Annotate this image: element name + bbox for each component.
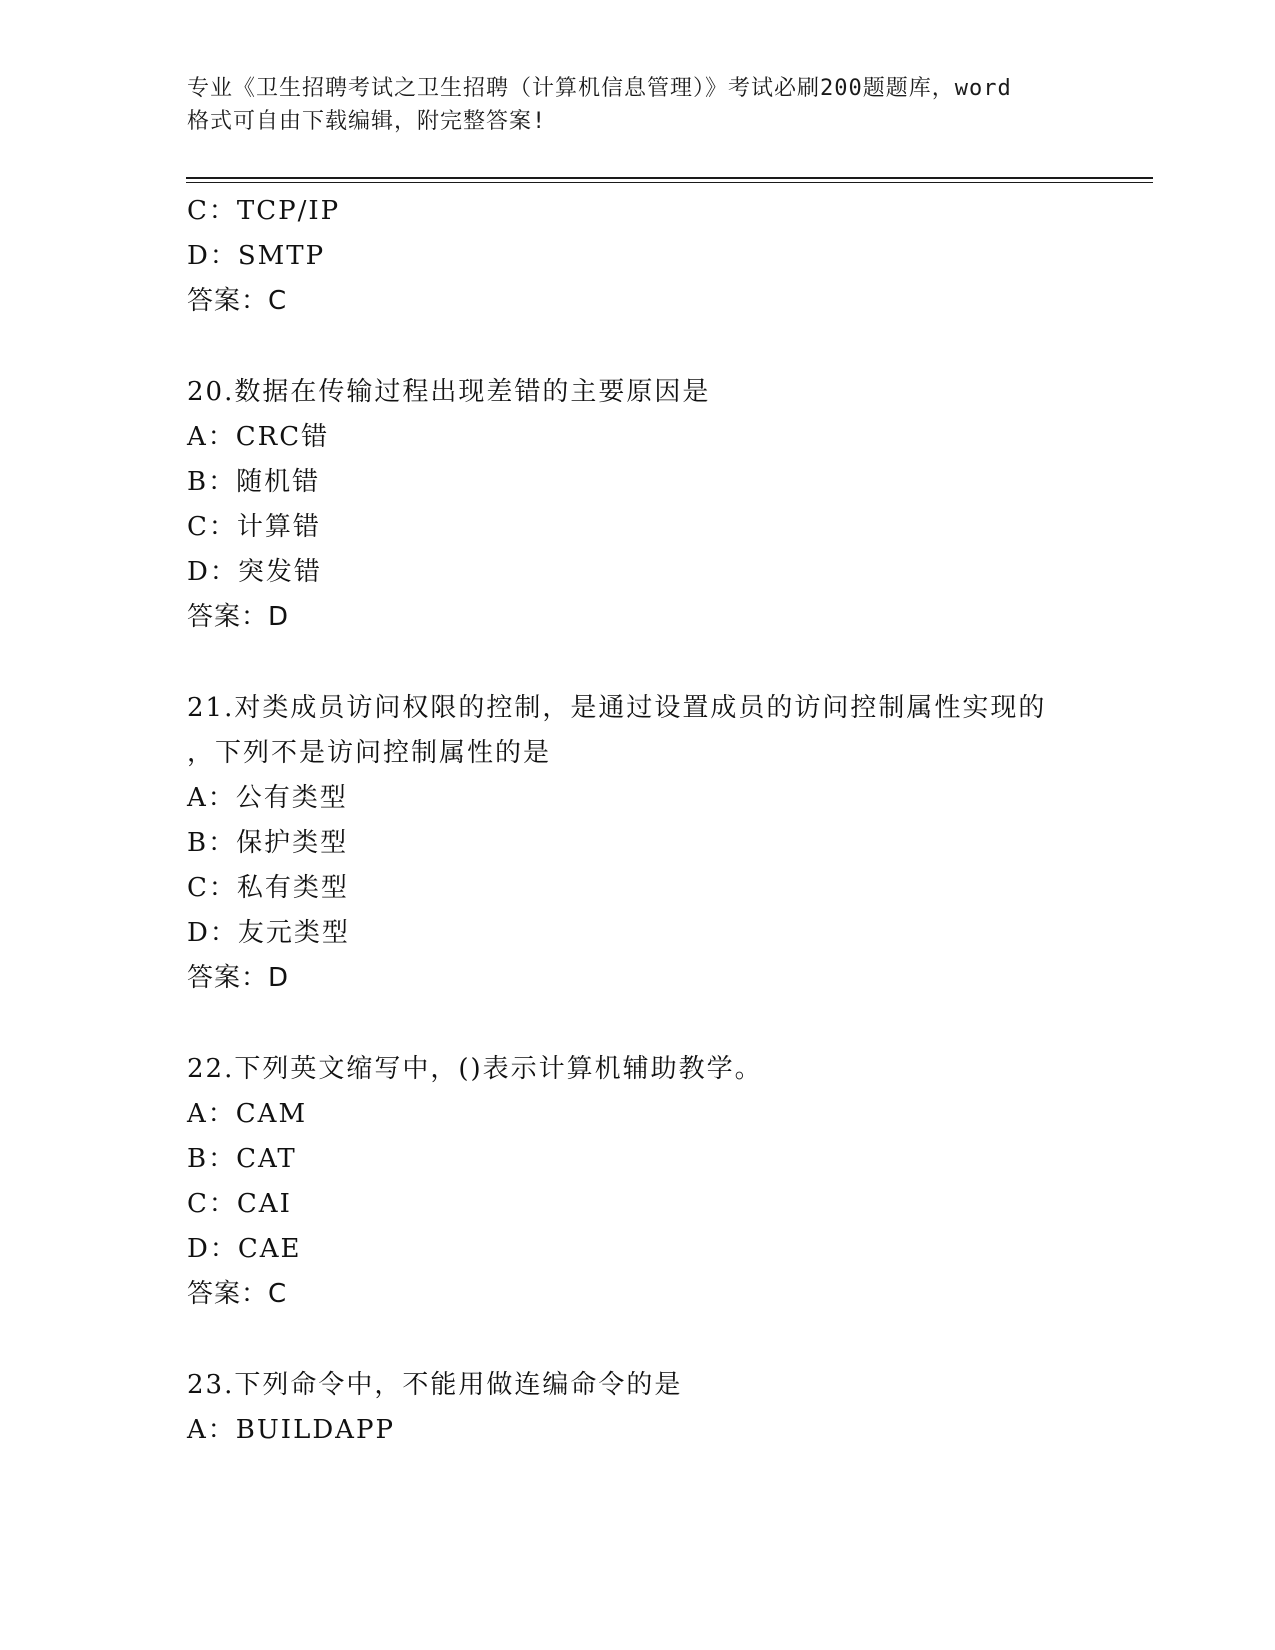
option-c: C：CAI xyxy=(187,1189,292,1219)
option-d: D：友元类型 xyxy=(187,918,350,948)
spacer xyxy=(187,1317,1107,1363)
option-d: D：SMTP xyxy=(187,241,326,271)
option-d: D：突发错 xyxy=(187,557,322,587)
option-b: B：随机错 xyxy=(187,467,321,497)
answer: 答案：C xyxy=(187,286,288,316)
question-text-line-1: 21.对类成员访问权限的控制，是通过设置成员的访问控制属性实现的 xyxy=(187,693,1047,723)
answer: 答案：D xyxy=(187,963,290,993)
option-c: C：私有类型 xyxy=(187,873,349,903)
question-21 xyxy=(187,686,1107,1001)
option-c: C：计算错 xyxy=(187,512,321,542)
header-divider-thick xyxy=(186,177,1153,179)
option-b: B：保护类型 xyxy=(187,828,349,858)
question-text: 20.数据在传输过程出现差错的主要原因是 xyxy=(187,377,711,407)
question-19-tail xyxy=(187,189,1107,324)
option-c: C：TCP/IP xyxy=(187,196,341,226)
option-a: A：公有类型 xyxy=(187,783,348,813)
document-header xyxy=(187,72,1107,138)
question-text: 23.下列命令中，不能用做连编命令的是 xyxy=(187,1370,683,1400)
option-b: B：CAT xyxy=(187,1144,297,1174)
header-title-line-2: 格式可自由下载编辑，附完整答案! xyxy=(187,109,547,134)
question-22 xyxy=(187,1047,1107,1317)
spacer xyxy=(187,324,1107,370)
option-a: A：BUILDAPP xyxy=(187,1415,395,1445)
question-23 xyxy=(187,1363,1107,1453)
header-divider-thin xyxy=(186,182,1153,183)
question-text-line-2: ，下列不是访问控制属性的是 xyxy=(187,738,552,768)
spacer xyxy=(187,1001,1107,1047)
option-d: D：CAE xyxy=(187,1234,302,1264)
answer: 答案：D xyxy=(187,602,290,632)
question-text: 22.下列英文缩写中，()表示计算机辅助教学。 xyxy=(187,1054,763,1084)
spacer xyxy=(187,640,1107,686)
header-title-line-1: 专业《卫生招聘考试之卫生招聘（计算机信息管理）》考试必刷200题题库，word xyxy=(187,76,1012,101)
answer: 答案：C xyxy=(187,1279,288,1309)
question-list xyxy=(187,189,1107,1453)
option-a: A：CAM xyxy=(187,1099,308,1129)
question-20 xyxy=(187,370,1107,640)
option-a: A：CRC错 xyxy=(187,422,330,452)
